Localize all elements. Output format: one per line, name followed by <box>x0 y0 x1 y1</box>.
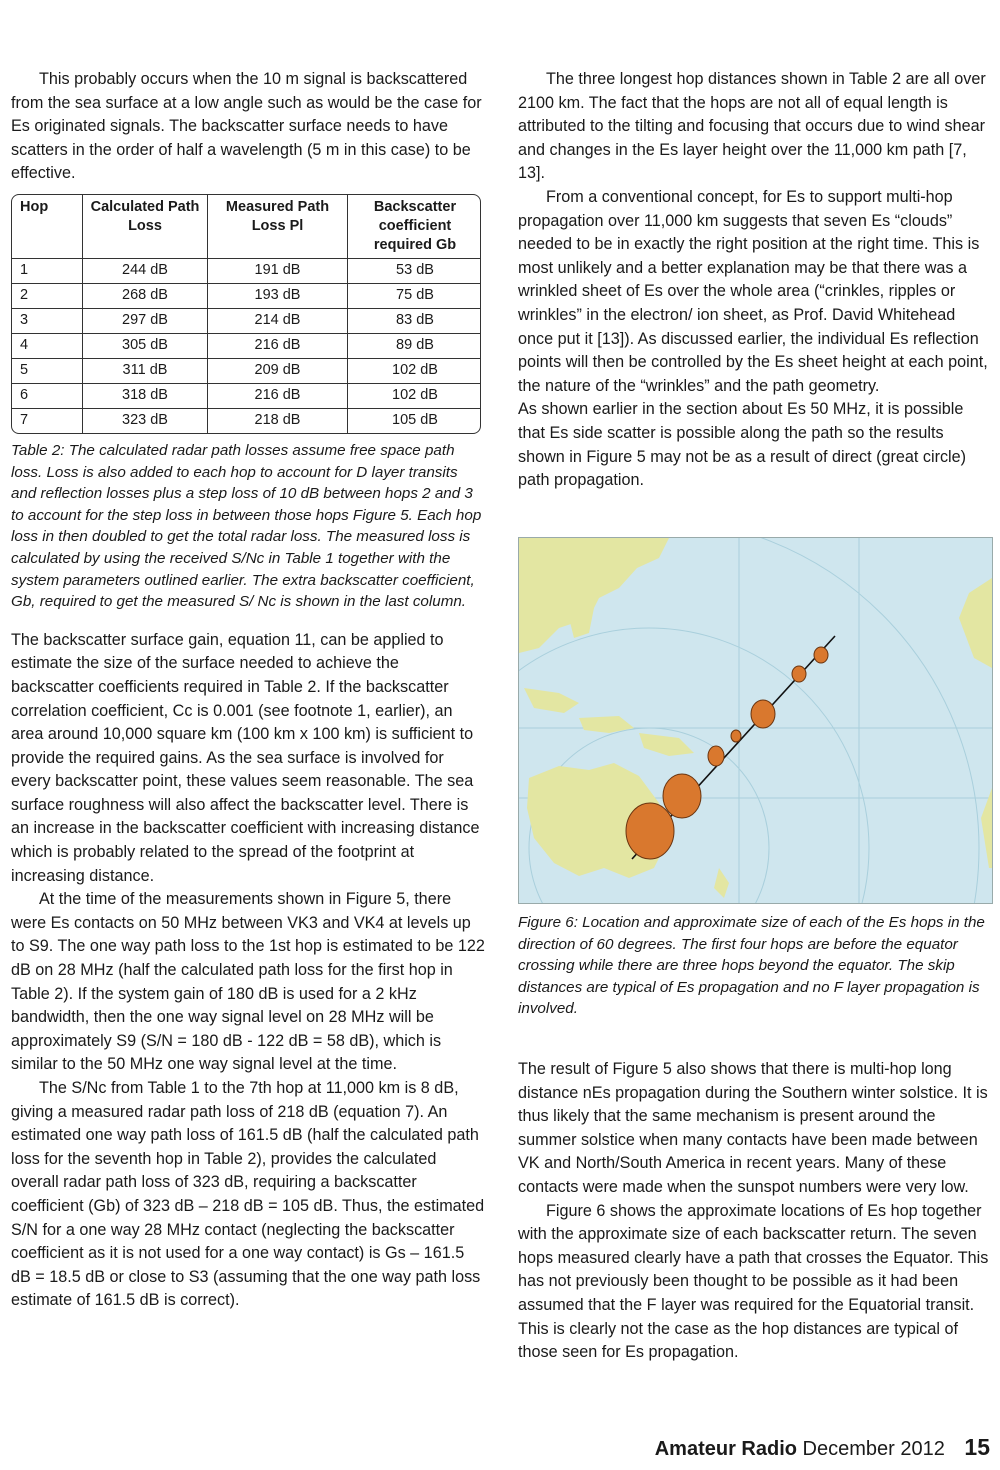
table-cell: 83 dB <box>348 308 482 333</box>
issue-date: December 2012 <box>802 1438 945 1460</box>
table-row <box>12 408 481 433</box>
table-cell: 6 <box>12 383 83 408</box>
table-cell: 75 dB <box>348 283 482 308</box>
figure-caption: Figure 6: Location and approximate size of each of the Es hops in the direction of 60 degrees. The first four hops are before the equator crossing while there are three hops beyond the equator. The skip distances are typical of Es propagation and no F layer propagation is involved. <box>518 914 985 1018</box>
table-row <box>12 358 481 383</box>
table-2 <box>11 194 481 434</box>
table-cell: 1 <box>12 258 83 283</box>
table-cell: 5 <box>12 358 83 383</box>
paragraph: Figure 6 shows the approximate locations of Es hop together with the approximate size of each backscatter return. The seven hops measured clearly have a path that crosses the Equator. This has not previously been thought to be possible as it had been assumed that the F layer was required for the Equatorial transit. This is clearly not the case as the hop distances are typical of those seen for Es propagation. <box>518 1201 989 1362</box>
table-cell: 2 <box>12 283 83 308</box>
paragraph: The backscatter surface gain, equation 11, can be applied to estimate the size of the surface needed to achieve the backscatter coefficients required in Table 2. If the backscatter correlation coefficient, Cc is 0.001 (see footnote 1, earlier), an area around 10,000 square km (100 km x 100 km) is sufficient to provide the required gains. As the sea surface is involved for every backscatter point, these values seem reasonable. The sea surface roughness will also affect the backscatter level. There is an increase in the backscatter coefficient with increasing distance which is probably related to the spread of the footprint at increasing distance. <box>11 630 480 885</box>
paragraph: The S/Nc from Table 1 to the 7th hop at 11,000 km is 8 dB, giving a measured radar path loss of 218 dB (equation 7). An estimated one way path loss of 161.5 dB (half the calculated path loss for the seventh hop in Table 2), provides the calculated overall radar path loss of 323 dB, requiring a backscatter coefficient (Gb) of 323 dB – 218 dB = 105 dB. Thus, the estimated S/N for a one way 28 MHz contact (neglecting the backscatter coefficient as it is not used for a one way contact) is Gs – 161.5 dB = 18.5 dB or close to S3 (assuming that the one way path loss estimate of 161.5 dB is correct). <box>11 1079 485 1310</box>
table-cell: 193 dB <box>208 283 348 308</box>
table-cell: 305 dB <box>83 333 208 358</box>
paragraph: From a conventional concept, for Es to support multi-hop propagation over 11,000 km suggests that seven Es “clouds” needed to be in exactly the right position at the right time. This is most unlikely and a better explanation may be that there was a wrinkled sheet of Es over the whole area (“crinkles, ripples or wrinkles” in the electron/ ion sheet, as Prof. David Whitehead once put it [13]). As discussed earlier, the individual Es reflection points will then be controlled by the Es sheet height at each point, the nature of the “wrinkles” and the path geometry. <box>518 187 988 395</box>
table-cell: 323 dB <box>83 408 208 433</box>
figure-6-map <box>518 537 993 904</box>
table-cell: 4 <box>12 333 83 358</box>
page-footer <box>655 1434 990 1461</box>
paragraph: This probably occurs when the 10 m signal is backscattered from the sea surface at a low angle such as would be the case for Es originated signals. The backscatter surface needs to have scatters in the order of half a wavelength (5 m in this case) to be effective. <box>11 70 482 183</box>
col-header-calculated: Calculated Path Loss <box>83 195 208 259</box>
paragraph: At the time of the measurements shown in Figure 5, there were Es contacts on 50 MHz between VK3 and VK4 at levels up to S9. The one way path loss to the 1st hop is estimated to be 122 dB on 28 MHz (half the calculated path loss for the first hop in Table 2). If the system gain of 180 dB is used for a 2 kHz bandwidth, then the one way signal level on 28 MHz will be approximately S9 (S/N = 180 dB - 122 dB = 58 dB), which is similar to the 50 MHz one way signal level at the time. <box>11 890 485 1074</box>
table-cell: 244 dB <box>83 258 208 283</box>
right-column-top <box>518 68 992 493</box>
col-header-measured: Measured Path Loss Pl <box>208 195 348 259</box>
col-header-backscatter: Backscatter coefficient required Gb <box>348 195 482 259</box>
table-row <box>12 283 481 308</box>
table-cell: 53 dB <box>348 258 482 283</box>
table-row <box>12 383 481 408</box>
table-caption: Table 2: The calculated radar path losses assume free space path loss. Loss is also added to each hop to account for D layer transits and reflection losses plus a step loss of 10 dB between hops 2 and 3 to account for the step loss in between those hops Figure 5. Each hop loss in then doubled to get the total radar loss. The measured loss is calculated by using the received S/Nc in Table 1 together with the system parameters outlined earlier. The extra backscatter coefficient, Gb, required to get the measured S/ Nc is shown in the last column. <box>11 441 482 611</box>
table-cell: 318 dB <box>83 383 208 408</box>
paragraph: The three longest hop distances shown in Table 2 are all over 2100 km. The fact that the hops are not all of equal length is attributed to the tilting and focusing that occurs due to wind shear and changes in the Es layer height over the 11,000 km path [7, 13]. <box>518 70 986 183</box>
right-column-bottom <box>518 912 992 1365</box>
table-row <box>12 333 481 358</box>
table-cell: 214 dB <box>208 308 348 333</box>
table-cell: 3 <box>12 308 83 333</box>
magazine-name: Amateur Radio <box>654 1438 797 1460</box>
table-cell: 216 dB <box>208 333 348 358</box>
col-header-hop: Hop <box>12 195 83 259</box>
map-graphic <box>519 538 992 903</box>
left-column <box>11 68 486 1313</box>
table-cell: 268 dB <box>83 283 208 308</box>
table-row <box>12 308 481 333</box>
table-cell: 102 dB <box>348 358 482 383</box>
paragraph: The result of Figure 5 also shows that there is multi-hop long distance nEs propagation during the Southern winter solstice. It is thus likely that the same mechanism is present around the summer solstice when many contacts have been made between VK and North/South America in recent years. Many of these contacts were made when the sunspot numbers were very low. <box>518 1059 988 1196</box>
table-cell: 191 dB <box>208 258 348 283</box>
table-cell: 7 <box>12 408 83 433</box>
page-number: 15 <box>964 1434 990 1460</box>
table-cell: 297 dB <box>83 308 208 333</box>
table-cell: 218 dB <box>208 408 348 433</box>
table-cell: 89 dB <box>348 333 482 358</box>
table-cell: 105 dB <box>348 408 482 433</box>
paragraph: As shown earlier in the section about Es 50 MHz, it is possible that Es side scatter is possible along the path so the results shown in Figure 5 may not be as a result of direct (great circle) path propagation. <box>518 400 967 490</box>
table-header-row <box>12 195 481 259</box>
table-cell: 102 dB <box>348 383 482 408</box>
table-cell: 216 dB <box>208 383 348 408</box>
table-row <box>12 258 481 283</box>
table-cell: 311 dB <box>83 358 208 383</box>
table-cell: 209 dB <box>208 358 348 383</box>
